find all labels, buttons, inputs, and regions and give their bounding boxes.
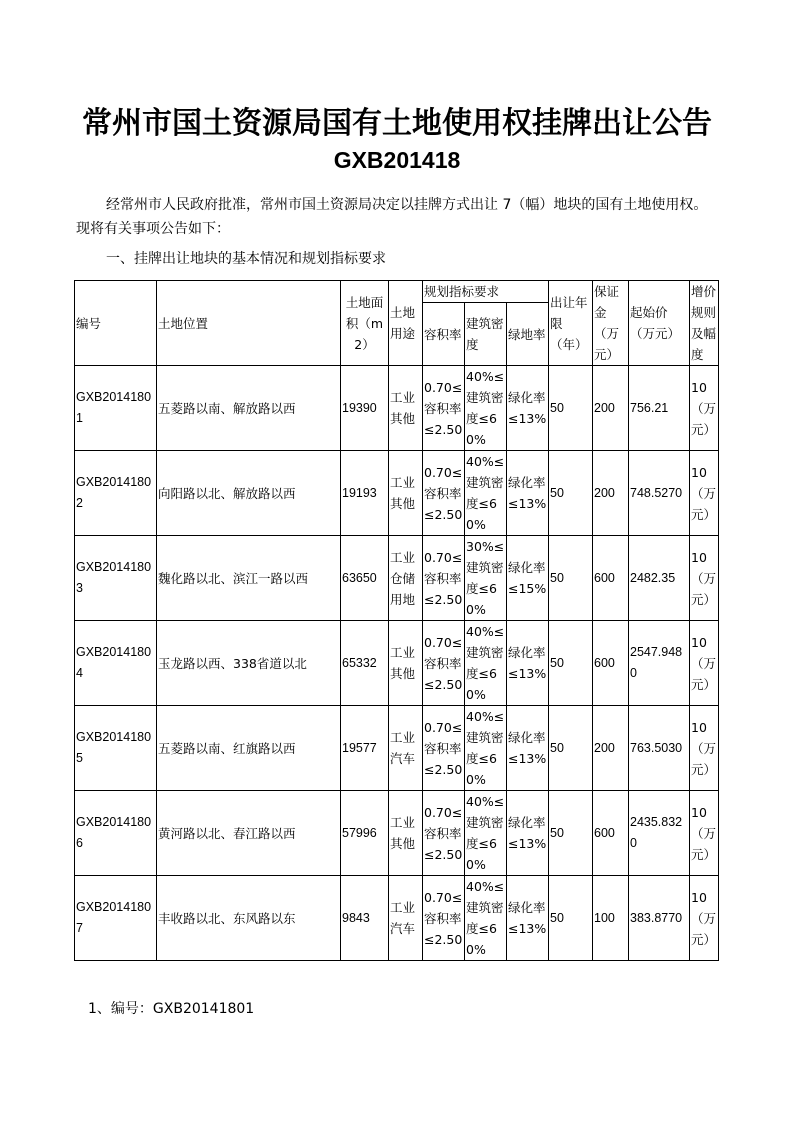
cell-green: 绿化率≤13% bbox=[507, 451, 549, 536]
cell-price: 383.8770 bbox=[629, 876, 690, 961]
cell-use: 工业其他 bbox=[389, 621, 423, 706]
cell-deposit: 200 bbox=[593, 366, 629, 451]
header-price: 起始价（万元） bbox=[629, 281, 690, 366]
cell-increment: 10（万元） bbox=[690, 706, 719, 791]
cell-location: 魏化路以北、滨江一路以西 bbox=[157, 536, 341, 621]
cell-term: 50 bbox=[549, 621, 593, 706]
cell-code: GXB20141806 bbox=[75, 791, 157, 876]
table-row bbox=[75, 706, 719, 791]
cell-area: 19193 bbox=[341, 451, 389, 536]
cell-density: 30%≤建筑密度≤60% bbox=[465, 536, 507, 621]
header-term: 出让年限（年） bbox=[549, 281, 593, 366]
cell-code: GXB20141804 bbox=[75, 621, 157, 706]
cell-green: 绿化率≤13% bbox=[507, 706, 549, 791]
cell-green: 绿化率≤13% bbox=[507, 621, 549, 706]
cell-price: 2482.35 bbox=[629, 536, 690, 621]
cell-deposit: 600 bbox=[593, 621, 629, 706]
page-title: 常州市国土资源局国有土地使用权挂牌出让公告 bbox=[82, 106, 712, 141]
cell-use: 工业仓储用地 bbox=[389, 536, 423, 621]
cell-far: 0.70≤容积率≤2.50 bbox=[423, 876, 465, 961]
cell-price: 2435.8320 bbox=[629, 791, 690, 876]
table-row bbox=[75, 451, 719, 536]
cell-far: 0.70≤容积率≤2.50 bbox=[423, 706, 465, 791]
cell-density: 40%≤建筑密度≤60% bbox=[465, 706, 507, 791]
intro-paragraph: 经常州市人民政府批准，常州市国土资源局决定以挂牌方式出让 7（幅）地块的国有土地使用权。现将有关事项公告如下： bbox=[76, 197, 708, 237]
cell-use: 工业汽车 bbox=[389, 876, 423, 961]
cell-green: 绿化率≤13% bbox=[507, 366, 549, 451]
cell-deposit: 100 bbox=[593, 876, 629, 961]
cell-increment: 10（万元） bbox=[690, 536, 719, 621]
cell-code: GXB20141803 bbox=[75, 536, 157, 621]
cell-location: 五菱路以南、红旗路以西 bbox=[157, 706, 341, 791]
cell-location: 玉龙路以西、338省道以北 bbox=[157, 621, 341, 706]
cell-density: 40%≤建筑密度≤60% bbox=[465, 366, 507, 451]
cell-area: 9843 bbox=[341, 876, 389, 961]
cell-term: 50 bbox=[549, 451, 593, 536]
cell-green: 绿化率≤13% bbox=[507, 876, 549, 961]
cell-code: GXB20141805 bbox=[75, 706, 157, 791]
cell-green: 绿化率≤13% bbox=[507, 791, 549, 876]
cell-density: 40%≤建筑密度≤60% bbox=[465, 791, 507, 876]
cell-use: 工业汽车 bbox=[389, 706, 423, 791]
cell-area: 63650 bbox=[341, 536, 389, 621]
cell-area: 57996 bbox=[341, 791, 389, 876]
cell-deposit: 600 bbox=[593, 536, 629, 621]
cell-area: 19390 bbox=[341, 366, 389, 451]
header-density: 建筑密度 bbox=[465, 303, 507, 366]
cell-location: 五菱路以南、解放路以西 bbox=[157, 366, 341, 451]
cell-density: 40%≤建筑密度≤60% bbox=[465, 621, 507, 706]
table-row bbox=[75, 621, 719, 706]
cell-use: 工业其他 bbox=[389, 366, 423, 451]
cell-density: 40%≤建筑密度≤60% bbox=[465, 451, 507, 536]
document-number: GXB201418 bbox=[333, 147, 461, 173]
section-heading: 一、挂牌出让地块的基本情况和规划指标要求 bbox=[106, 251, 386, 267]
cell-increment: 10（万元） bbox=[690, 621, 719, 706]
cell-far: 0.70≤容积率≤2.50 bbox=[423, 791, 465, 876]
header-planning: 规划指标要求 bbox=[423, 281, 549, 303]
cell-green: 绿化率≤15% bbox=[507, 536, 549, 621]
cell-density: 40%≤建筑密度≤60% bbox=[465, 876, 507, 961]
cell-increment: 10（万元） bbox=[690, 366, 719, 451]
header-deposit: 保证金（万元） bbox=[593, 281, 629, 366]
cell-area: 19577 bbox=[341, 706, 389, 791]
land-parcel-table bbox=[74, 280, 719, 961]
cell-term: 50 bbox=[549, 366, 593, 451]
header-far: 容积率 bbox=[423, 303, 465, 366]
table-row bbox=[75, 791, 719, 876]
cell-increment: 10（万元） bbox=[690, 876, 719, 961]
cell-use: 工业其他 bbox=[389, 791, 423, 876]
cell-use: 工业其他 bbox=[389, 451, 423, 536]
header-area: 土地面积（m2） bbox=[341, 281, 389, 366]
cell-price: 763.5030 bbox=[629, 706, 690, 791]
table-row bbox=[75, 876, 719, 961]
cell-price: 748.5270 bbox=[629, 451, 690, 536]
cell-location: 丰收路以北、东风路以东 bbox=[157, 876, 341, 961]
cell-area: 65332 bbox=[341, 621, 389, 706]
table-row bbox=[75, 366, 719, 451]
cell-increment: 10（万元） bbox=[690, 791, 719, 876]
cell-code: GXB20141801 bbox=[75, 366, 157, 451]
cell-term: 50 bbox=[549, 706, 593, 791]
cell-code: GXB20141807 bbox=[75, 876, 157, 961]
header-increment: 增价规则及幅度 bbox=[690, 281, 719, 366]
header-location: 土地位置 bbox=[157, 281, 341, 366]
cell-increment: 10（万元） bbox=[690, 451, 719, 536]
cell-location: 向阳路以北、解放路以西 bbox=[157, 451, 341, 536]
cell-far: 0.70≤容积率≤2.50 bbox=[423, 451, 465, 536]
cell-term: 50 bbox=[549, 791, 593, 876]
cell-deposit: 200 bbox=[593, 706, 629, 791]
cell-far: 0.70≤容积率≤2.50 bbox=[423, 366, 465, 451]
header-use: 土地用途 bbox=[389, 281, 423, 366]
cell-term: 50 bbox=[549, 876, 593, 961]
cell-far: 0.70≤容积率≤2.50 bbox=[423, 621, 465, 706]
cell-deposit: 600 bbox=[593, 791, 629, 876]
cell-price: 2547.9480 bbox=[629, 621, 690, 706]
cell-term: 50 bbox=[549, 536, 593, 621]
cell-location: 黄河路以北、春江路以西 bbox=[157, 791, 341, 876]
cell-price: 756.21 bbox=[629, 366, 690, 451]
header-green: 绿地率 bbox=[507, 303, 549, 366]
table-row bbox=[75, 536, 719, 621]
cell-far: 0.70≤容积率≤2.50 bbox=[423, 536, 465, 621]
cell-deposit: 200 bbox=[593, 451, 629, 536]
header-code: 编号 bbox=[75, 281, 157, 366]
cell-code: GXB20141802 bbox=[75, 451, 157, 536]
item-heading: 1、编号：GXB20141801 bbox=[88, 1001, 255, 1017]
